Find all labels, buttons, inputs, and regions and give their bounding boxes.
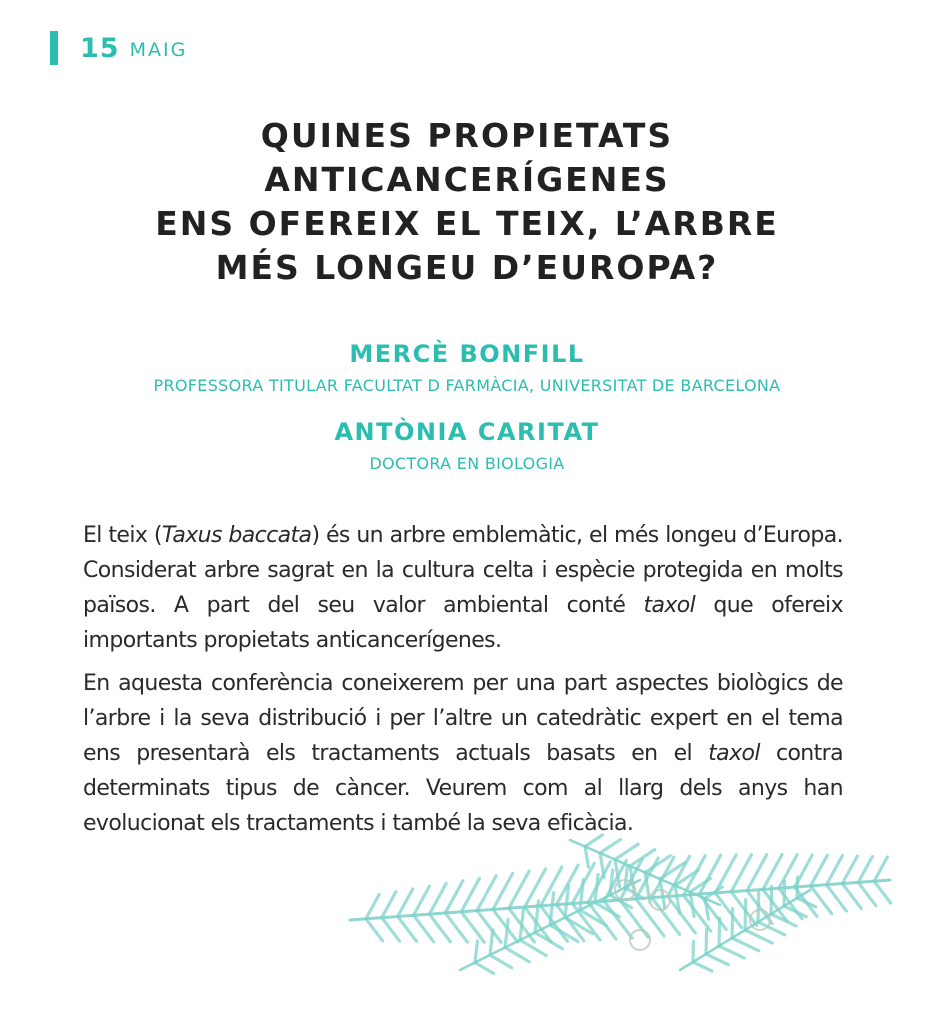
compound-name: taxol xyxy=(708,741,760,766)
title-line: ENS OFEREIX EL TEIX, L’ARBRE xyxy=(155,204,779,243)
speaker-role: DOCTORA EN BIOLOGIA xyxy=(369,454,565,473)
speaker-name: ANTÒNIA CARITAT xyxy=(334,418,600,446)
text-run: En aquesta conferència coneixerem per una part aspectes biològics de l’arbre i la seva distribució i per l’altre un catedràtic expert en el tema ens presentarà els tractaments actuals basats en el xyxy=(83,671,843,766)
text-run: ) és un arbre emblemàtic, el més longeu d’Europa. Considerat arbre sagrat en la cultura celta i espècie protegida en molts països. A part del seu valor ambiental conté xyxy=(83,523,843,618)
compound-name: taxol xyxy=(643,593,696,618)
title-line: MÉS LONGEU D’EUROPA? xyxy=(215,248,719,287)
date-accent-bar xyxy=(50,31,58,65)
speaker-name: MERCÈ BONFILL xyxy=(349,340,585,368)
text-run: que ofereix importants propietats anticancerígenes. xyxy=(83,593,843,653)
paragraph xyxy=(83,518,843,658)
date-block xyxy=(50,30,187,66)
date-day: 15 xyxy=(80,32,120,64)
paragraph xyxy=(83,666,843,841)
speaker-role: PROFESSORA TITULAR FACULTAT D FARMÀCIA, UNIVERSITAT DE BARCELONA xyxy=(153,376,781,395)
species-name: Taxus baccata xyxy=(161,523,312,548)
date-month: MAIG xyxy=(129,39,188,61)
title-line: ANTICANCERÍGENES xyxy=(264,160,670,199)
text-run: El teix ( xyxy=(83,523,162,548)
body-text xyxy=(83,518,843,849)
title-line: QUINES PROPIETATS xyxy=(260,116,674,155)
text-run: contra determinats tipus de càncer. Veurem com al llarg dels anys han evolucionat els tractaments i també la seva eficàcia. xyxy=(83,741,843,836)
page-title xyxy=(60,114,874,290)
